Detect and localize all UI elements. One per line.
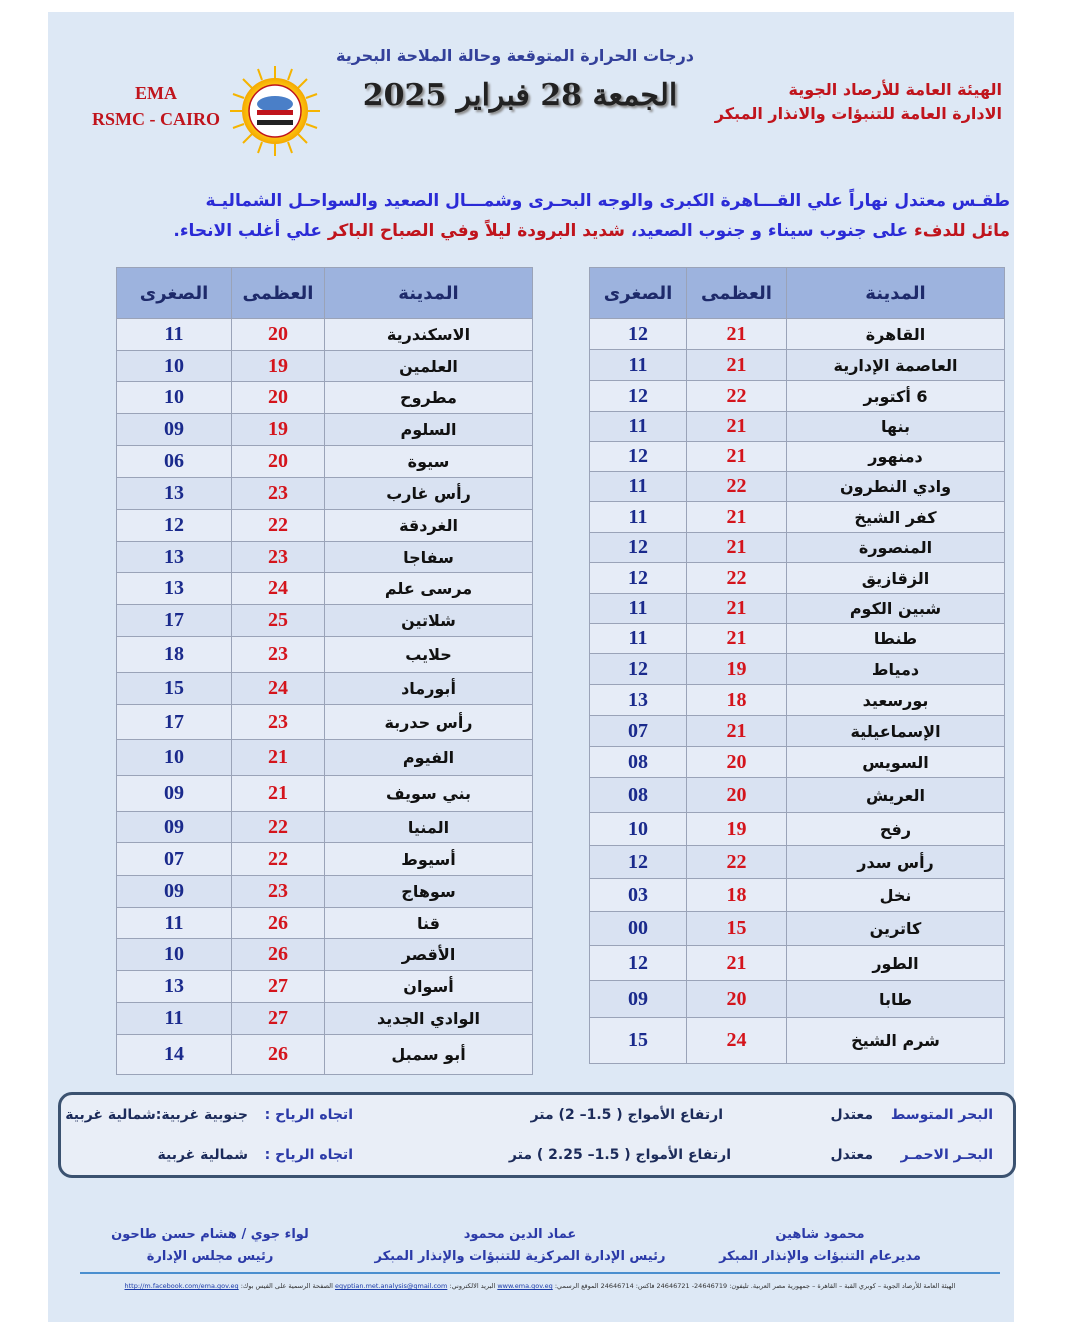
max-temp-cell: 19 [232, 351, 325, 382]
max-temp-cell: 20 [687, 747, 787, 778]
min-temp-cell: 09 [590, 981, 687, 1018]
footer-email-label: البريد الالكتروني: [447, 1282, 496, 1290]
min-temp-cell: 00 [590, 912, 687, 946]
table-row [117, 1003, 533, 1035]
signature-role: مديرعام التنبؤات والإنذار المبكر [719, 1249, 921, 1264]
marine-status-box [58, 1092, 1016, 1178]
min-temp-cell: 09 [117, 876, 232, 908]
table-row [590, 946, 1005, 981]
table-row [590, 685, 1005, 716]
max-temp-cell: 21 [687, 624, 787, 654]
max-temp-cell: 20 [232, 382, 325, 414]
city-cell: شلاتين [325, 605, 533, 637]
table-row [117, 542, 533, 573]
city-cell: القاهرة [787, 319, 1005, 350]
max-temp-cell: 23 [232, 705, 325, 740]
table-row [117, 319, 533, 351]
table-row [590, 778, 1005, 813]
table-row [590, 912, 1005, 946]
table-row [590, 1018, 1005, 1064]
city-cell: المنيا [325, 812, 533, 843]
sea-row-mediterranean [61, 1107, 1013, 1133]
table-row [117, 939, 533, 971]
forecast-line-1b: علي القـــاهرة الكبرى والوجه البحـرى وشمـــال الصعيد والسواحـل الشماليـة [205, 191, 849, 211]
table-row [117, 605, 533, 637]
ema-line-1: EMA [135, 83, 177, 103]
table-row [117, 1035, 533, 1075]
min-temp-cell: 10 [117, 351, 232, 382]
min-temp-cell: 11 [590, 594, 687, 624]
city-cell: طابا [787, 981, 1005, 1018]
city-cell: الأقصر [325, 939, 533, 971]
max-temp-cell: 22 [232, 812, 325, 843]
forecast-text [110, 186, 1010, 246]
signature-name: محمود شاهين [775, 1227, 865, 1242]
min-temp-cell: 12 [590, 846, 687, 879]
city-cell: السويس [787, 747, 1005, 778]
table-body [590, 319, 1005, 1064]
header-city: المدينة [325, 268, 533, 319]
city-cell: دمياط [787, 654, 1005, 685]
table-row [117, 705, 533, 740]
forecast-line-2 [110, 216, 1010, 246]
max-temp-cell: 22 [232, 510, 325, 542]
forecast-line-2d: علي أغلب الانحاء. [173, 221, 328, 241]
max-temp-cell: 21 [232, 776, 325, 812]
ema-line-2: RSMC - CAIRO [92, 109, 220, 129]
city-cell: رأس سدر [787, 846, 1005, 879]
table-row [590, 654, 1005, 685]
min-temp-cell: 07 [590, 716, 687, 747]
city-cell: بورسعيد [787, 685, 1005, 716]
max-temp-cell: 22 [687, 563, 787, 594]
table-row [117, 812, 533, 843]
footer-site-link[interactable]: www.ema.gov.eg [497, 1282, 553, 1290]
min-temp-cell: 11 [117, 1003, 232, 1035]
city-cell: أبو سمبل [325, 1035, 533, 1075]
min-temp-cell: 09 [117, 776, 232, 812]
table-row [590, 747, 1005, 778]
forecast-line-2b: على جنوب سيناء و جنوب الصعيد، [624, 221, 915, 241]
signature-block-2 [360, 1224, 680, 1268]
footer-fb-label: الصفحة الرسمية على الفيس بوك: [238, 1282, 333, 1290]
forecast-line-2c: شديد البرودة ليلاً وفي الصباح الباكر [327, 221, 625, 241]
table-row [590, 624, 1005, 654]
max-temp-cell: 21 [232, 740, 325, 776]
header-max: العظمى [232, 268, 325, 319]
city-cell: الاسكندرية [325, 319, 533, 351]
min-temp-cell: 11 [590, 412, 687, 442]
table-row [117, 908, 533, 939]
city-cell: دمنهور [787, 442, 1005, 472]
min-temp-cell: 15 [590, 1018, 687, 1064]
city-cell: العاصمة الإدارية [787, 350, 1005, 381]
wind-label: اتجاه الرياح : [264, 1107, 353, 1123]
city-cell: مطروح [325, 382, 533, 414]
min-temp-cell: 09 [117, 812, 232, 843]
table-row [117, 876, 533, 908]
city-cell: الوادي الجديد [325, 1003, 533, 1035]
wind-label: اتجاه الرياح : [264, 1147, 353, 1163]
min-temp-cell: 12 [590, 563, 687, 594]
max-temp-cell: 21 [687, 716, 787, 747]
org-name [662, 78, 1002, 126]
min-temp-cell: 12 [117, 510, 232, 542]
max-temp-cell: 25 [232, 605, 325, 637]
min-temp-cell: 12 [590, 381, 687, 412]
sea-row-red-sea [61, 1147, 1013, 1173]
org-line-2: الادارة العامة للتنبؤات والانذار المبكر [714, 104, 1002, 123]
city-cell: الطور [787, 946, 1005, 981]
min-temp-cell: 11 [590, 624, 687, 654]
city-cell: كفر الشيخ [787, 502, 1005, 533]
bulletin-title: درجات الحرارة المتوقعة وحالة الملاحة البحرية [335, 46, 694, 65]
table-row [117, 740, 533, 776]
table-row [117, 351, 533, 382]
table-row [117, 573, 533, 605]
header-min: الصغرى [590, 268, 687, 319]
forecast-line-2a: مائل للدفء [914, 221, 1010, 241]
signature-block-1 [680, 1224, 960, 1268]
max-temp-cell: 22 [687, 381, 787, 412]
city-cell: سيوة [325, 446, 533, 478]
max-temp-cell: 27 [232, 1003, 325, 1035]
table-row [590, 846, 1005, 879]
max-temp-cell: 18 [687, 879, 787, 912]
table-row [590, 716, 1005, 747]
min-temp-cell: 13 [117, 542, 232, 573]
footer-address: الهيئة العامة للأرصاد الجوية – كوبري القبة – القاهرة – جمهورية مصر العربية. تليفون: 24646719- 24646721 فاكس: 24646714 الموقع الرسمي: [554, 1282, 956, 1290]
signature-role: رئيس مجلس الإدارة [146, 1249, 274, 1264]
table-row [117, 478, 533, 510]
forecast-line-1 [110, 186, 1010, 216]
min-temp-cell: 09 [117, 414, 232, 446]
city-cell: رأس غارب [325, 478, 533, 510]
min-temp-cell: 11 [590, 472, 687, 502]
max-temp-cell: 21 [687, 533, 787, 563]
min-temp-cell: 14 [117, 1035, 232, 1075]
max-temp-cell: 21 [687, 594, 787, 624]
min-temp-cell: 12 [590, 442, 687, 472]
table-row [117, 843, 533, 876]
table-row [590, 319, 1005, 350]
max-temp-cell: 21 [687, 412, 787, 442]
header-min: الصغرى [117, 268, 232, 319]
max-temp-cell: 27 [232, 971, 325, 1003]
signature-role: رئيس الإدارة المركزية للتنبؤات والإنذار المبكر [374, 1249, 666, 1264]
min-temp-cell: 13 [590, 685, 687, 716]
signature-block-3 [80, 1224, 340, 1268]
table-row [590, 442, 1005, 472]
city-cell: أسوان [325, 971, 533, 1003]
min-temp-cell: 18 [117, 637, 232, 673]
table-row [590, 412, 1005, 442]
city-cell: مرسى علم [325, 573, 533, 605]
table-row [590, 981, 1005, 1018]
min-temp-cell: 12 [590, 319, 687, 350]
min-temp-cell: 07 [117, 843, 232, 876]
table-row [117, 446, 533, 478]
max-temp-cell: 26 [232, 908, 325, 939]
max-temp-cell: 20 [232, 319, 325, 351]
city-cell: العريش [787, 778, 1005, 813]
min-temp-cell: 17 [117, 605, 232, 637]
city-cell: وادي النطرون [787, 472, 1005, 502]
sea-name: البحـر الاحمـر [900, 1147, 993, 1163]
max-temp-cell: 21 [687, 350, 787, 381]
max-temp-cell: 20 [687, 778, 787, 813]
table-row [117, 637, 533, 673]
footer-contact [80, 1282, 1000, 1290]
table-header-row [117, 268, 533, 319]
table-row [590, 472, 1005, 502]
table-row [590, 879, 1005, 912]
city-cell: الإسماعيلية [787, 716, 1005, 747]
sea-state: معتدل [830, 1147, 873, 1163]
ema-label [66, 80, 246, 132]
table-row [590, 813, 1005, 846]
max-temp-cell: 24 [232, 673, 325, 705]
table-row [117, 414, 533, 446]
max-temp-cell: 26 [232, 939, 325, 971]
city-cell: الفيوم [325, 740, 533, 776]
header-city: المدينة [787, 268, 1005, 319]
min-temp-cell: 10 [590, 813, 687, 846]
sea-name: البحر المتوسط [890, 1107, 993, 1123]
city-cell: بنها [787, 412, 1005, 442]
city-cell: طنطا [787, 624, 1005, 654]
city-cell: كاترين [787, 912, 1005, 946]
city-cell: العلمين [325, 351, 533, 382]
footer-email-link[interactable]: egyptian.met.analysis@gmail.com [334, 1282, 448, 1290]
table-row [590, 381, 1005, 412]
min-temp-cell: 11 [117, 319, 232, 351]
max-temp-cell: 18 [687, 685, 787, 716]
city-cell: سوهاج [325, 876, 533, 908]
signature-name: عماد الدين محمود [463, 1227, 577, 1242]
bulletin-date: الجمعة 28 فبراير 2025 [362, 78, 678, 113]
max-temp-cell: 23 [232, 637, 325, 673]
table-row [590, 350, 1005, 381]
max-temp-cell: 19 [232, 414, 325, 446]
min-temp-cell: 17 [117, 705, 232, 740]
table-row [590, 533, 1005, 563]
wind-direction: شمالية غربية [157, 1147, 248, 1163]
table-row [117, 776, 533, 812]
max-temp-cell: 15 [687, 912, 787, 946]
wind-direction: جنوبية غربية:شمالية غربية [65, 1107, 248, 1123]
max-temp-cell: 22 [687, 472, 787, 502]
max-temp-cell: 23 [232, 876, 325, 908]
min-temp-cell: 13 [117, 478, 232, 510]
min-temp-cell: 08 [590, 747, 687, 778]
city-cell: الغردقة [325, 510, 533, 542]
city-cell: أسيوط [325, 843, 533, 876]
max-temp-cell: 24 [687, 1018, 787, 1064]
max-temp-cell: 22 [687, 846, 787, 879]
table-row [117, 971, 533, 1003]
footer-facebook-link[interactable]: http://m.facebook.com/ema.gov.eg [124, 1282, 239, 1290]
min-temp-cell: 08 [590, 778, 687, 813]
min-temp-cell: 10 [117, 740, 232, 776]
temperature-table-right [589, 267, 1005, 1064]
city-cell: أبورماد [325, 673, 533, 705]
city-cell: قنا [325, 908, 533, 939]
max-temp-cell: 22 [232, 843, 325, 876]
max-temp-cell: 23 [232, 478, 325, 510]
max-temp-cell: 21 [687, 442, 787, 472]
table-row [117, 673, 533, 705]
city-cell: رأس حدربة [325, 705, 533, 740]
city-cell: حلايب [325, 637, 533, 673]
max-temp-cell: 19 [687, 654, 787, 685]
min-temp-cell: 11 [590, 502, 687, 533]
table-row [590, 502, 1005, 533]
city-cell: المنصورة [787, 533, 1005, 563]
min-temp-cell: 10 [117, 939, 232, 971]
forecast-line-1a: طقـس معتدل نهاراً [848, 191, 1010, 211]
ema-logo-icon [228, 64, 322, 158]
max-temp-cell: 20 [687, 981, 787, 1018]
min-temp-cell: 12 [590, 654, 687, 685]
temperature-table-left [116, 267, 533, 1075]
table-row [590, 563, 1005, 594]
min-temp-cell: 11 [590, 350, 687, 381]
table-row [117, 382, 533, 414]
city-cell: 6 أكتوبر [787, 381, 1005, 412]
org-line-1: الهيئة العامة للأرصاد الجوية [788, 80, 1002, 99]
min-temp-cell: 13 [117, 573, 232, 605]
min-temp-cell: 15 [117, 673, 232, 705]
max-temp-cell: 21 [687, 319, 787, 350]
table-body [117, 319, 533, 1075]
max-temp-cell: 20 [232, 446, 325, 478]
min-temp-cell: 12 [590, 946, 687, 981]
footer-divider [80, 1272, 1000, 1274]
max-temp-cell: 21 [687, 946, 787, 981]
table-header-row [590, 268, 1005, 319]
min-temp-cell: 03 [590, 879, 687, 912]
signature-name: لواء جوي / هشام حسن طاحون [111, 1227, 309, 1242]
max-temp-cell: 21 [687, 502, 787, 533]
header-max: العظمى [687, 268, 787, 319]
min-temp-cell: 11 [117, 908, 232, 939]
city-cell: شرم الشيخ [787, 1018, 1005, 1064]
city-cell: رفح [787, 813, 1005, 846]
min-temp-cell: 06 [117, 446, 232, 478]
max-temp-cell: 26 [232, 1035, 325, 1075]
city-cell: سفاجا [325, 542, 533, 573]
min-temp-cell: 13 [117, 971, 232, 1003]
sea-state: معتدل [830, 1107, 873, 1123]
city-cell: شبين الكوم [787, 594, 1005, 624]
max-temp-cell: 19 [687, 813, 787, 846]
max-temp-cell: 24 [232, 573, 325, 605]
city-cell: السلوم [325, 414, 533, 446]
wave-height: ارتفاع الأمواج ( 1.5– 2.25 ) متر [508, 1147, 731, 1163]
city-cell: بني سويف [325, 776, 533, 812]
city-cell: الزقازيق [787, 563, 1005, 594]
wave-height: ارتفاع الأمواج ( 1.5– 2) متر [530, 1107, 723, 1123]
max-temp-cell: 23 [232, 542, 325, 573]
min-temp-cell: 10 [117, 382, 232, 414]
min-temp-cell: 12 [590, 533, 687, 563]
city-cell: نخل [787, 879, 1005, 912]
table-row [117, 510, 533, 542]
table-row [590, 594, 1005, 624]
